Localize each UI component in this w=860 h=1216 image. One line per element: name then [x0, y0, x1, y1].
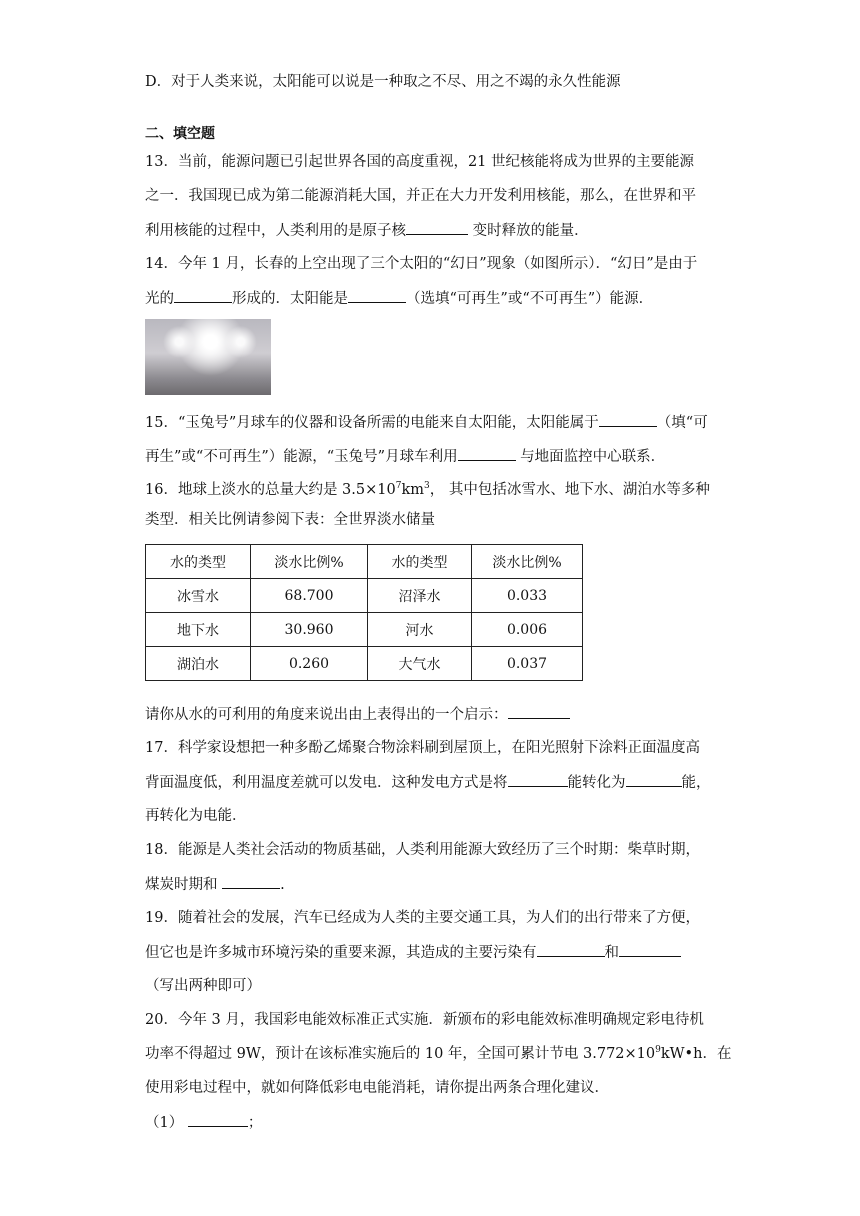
- question-13-line-3: [145, 220, 589, 241]
- question-13-line-2: 之一．我国现已成为第二能源消耗大国，并正在大力开发利用核能，那么，在世界和平: [145, 188, 696, 204]
- table-cell: 湖泊水: [146, 647, 251, 681]
- exponent: 3: [424, 481, 430, 492]
- answer-blank[interactable]: [619, 942, 681, 957]
- question-20-line-2: [145, 1044, 731, 1064]
- exponent: 9: [655, 1045, 661, 1056]
- question-15-line-1: [145, 412, 708, 433]
- text-segment: 能，: [681, 775, 711, 791]
- table-cell: 0.006: [472, 613, 583, 647]
- text-segment: （选填“可再生”或“不可再生”）能源．: [406, 291, 654, 307]
- question-14-line-2: [145, 288, 653, 309]
- question-15-line-2: [145, 446, 665, 467]
- question-14-line-1: 14．今年 1 月，长春的上空出现了三个太阳的“幻日”现象（如图所示）．“幻日”是由于: [145, 256, 698, 272]
- question-17-line-1: 17．科学家设想把一种多酚乙烯聚合物涂料刷到屋顶上，在阳光照射下涂料正面温度高: [145, 740, 700, 756]
- table-header-row: [146, 545, 583, 579]
- text-segment: .: [280, 877, 285, 893]
- text-segment: 再生”或“不可再生”）能源，“玉兔号”月球车利用: [145, 449, 458, 465]
- table-cell: 68.700: [251, 579, 368, 613]
- answer-blank[interactable]: [188, 1112, 248, 1127]
- table-header-cell: 淡水比例%: [251, 545, 368, 579]
- text-segment: 煤炭时期和: [145, 877, 223, 893]
- section-title: 二、填空题: [145, 126, 215, 142]
- question-19-line-1: 19．随着社会的发展，汽车已经成为人类的主要交通工具，为人们的出行带来了方便，: [145, 910, 700, 926]
- table-cell: 大气水: [368, 647, 472, 681]
- table-row: [146, 647, 583, 681]
- answer-blank[interactable]: [626, 772, 682, 787]
- question-13-line-1: 13．当前，能源问题已引起世界各国的高度重视，21 世纪核能将成为世界的主要能源: [145, 154, 695, 170]
- text-segment: 利用核能的过程中，人类利用的是原子核: [145, 223, 406, 239]
- table-cell: 0.033: [472, 579, 583, 613]
- table-row: [146, 613, 583, 647]
- question-19-line-3: （写出两种即可）: [145, 978, 261, 994]
- answer-blank[interactable]: [222, 874, 280, 889]
- answer-blank[interactable]: [458, 446, 516, 461]
- table-cell: 冰雪水: [146, 579, 251, 613]
- text-segment: 变时释放的能量．: [468, 223, 589, 239]
- text-segment: 和: [604, 945, 619, 961]
- text-segment: （填“可: [656, 415, 708, 431]
- text-segment: 请你从水的可利用的角度来说出由上表得出的一个启示：: [145, 707, 508, 723]
- answer-blank[interactable]: [508, 772, 568, 787]
- question-16-line-2: 类型．相关比例请参阅下表：全世界淡水储量: [145, 512, 435, 528]
- answer-blank[interactable]: [406, 220, 468, 235]
- table-header-cell: 水的类型: [368, 545, 472, 579]
- table-cell: 地下水: [146, 613, 251, 647]
- text-segment: 光的: [145, 291, 174, 307]
- text-segment: （1）: [145, 1115, 188, 1131]
- answer-blank[interactable]: [348, 288, 406, 303]
- question-20-line-1: 20．今年 3 月，我国彩电能效标准正式实施．新颁布的彩电能效标准明确规定彩电待机: [145, 1012, 704, 1028]
- question-18-line-1: 18．能源是人类社会活动的物质基础，人类利用能源大致经历了三个时期：柴草时期，: [145, 842, 700, 858]
- exponent: 7: [395, 481, 402, 492]
- answer-blank[interactable]: [174, 288, 232, 303]
- table-header-cell: 淡水比例%: [472, 545, 583, 579]
- text-segment: ， 其中包括冰雪水、地下水、湖泊水等多种: [429, 482, 710, 498]
- answer-blank[interactable]: [599, 412, 657, 427]
- text-segment: kW•h．在: [660, 1046, 732, 1062]
- text-segment: 与地面监控中心联系．: [515, 449, 666, 465]
- question-18-line-2: [145, 874, 285, 895]
- table-header-cell: 水的类型: [146, 545, 251, 579]
- text-segment: km: [401, 482, 424, 498]
- table-row: [146, 579, 583, 613]
- parhelion-photo: [145, 319, 271, 395]
- text-segment: 能转化为: [567, 775, 626, 791]
- freshwater-table: [145, 544, 583, 681]
- table-cell: 0.037: [472, 647, 583, 681]
- table-cell: 沼泽水: [368, 579, 472, 613]
- text-segment: 15．“玉兔号”月球车的仪器和设备所需的电能来自太阳能，太阳能属于: [145, 415, 599, 431]
- question-17-line-2: [145, 772, 711, 793]
- text-segment: ；: [247, 1115, 263, 1131]
- question-20-line-3: 使用彩电过程中，就如何降低彩电电能消耗，请你提出两条合理化建议．: [145, 1080, 609, 1096]
- text-segment: 16．地球上淡水的总量大约是 3.5×10: [145, 482, 396, 498]
- answer-blank[interactable]: [508, 704, 570, 719]
- table-cell: 河水: [368, 613, 472, 647]
- question-16-prompt: [145, 704, 570, 725]
- option-d: D．对于人类来说，太阳能可以说是一种取之不尽、用之不竭的永久性能源: [145, 74, 621, 90]
- question-16-line-1: [145, 480, 710, 500]
- text-segment: 功率不得超过 9W，预计在该标准实施后的 10 年，全国可累计节电 3.772×10: [145, 1046, 656, 1062]
- text-segment: 但它也是许多城市环境污染的重要来源，其造成的主要污染有: [145, 945, 537, 961]
- table-cell: 0.260: [251, 647, 368, 681]
- answer-blank[interactable]: [537, 942, 605, 957]
- question-19-line-2: [145, 942, 681, 963]
- question-20-sub-1: [145, 1112, 262, 1133]
- question-17-line-3: 再转化为电能．: [145, 808, 247, 824]
- table-cell: 30.960: [251, 613, 368, 647]
- text-segment: 形成的．太阳能是: [232, 291, 348, 307]
- text-segment: 背面温度低，利用温度差就可以发电．这种发电方式是将: [145, 775, 508, 791]
